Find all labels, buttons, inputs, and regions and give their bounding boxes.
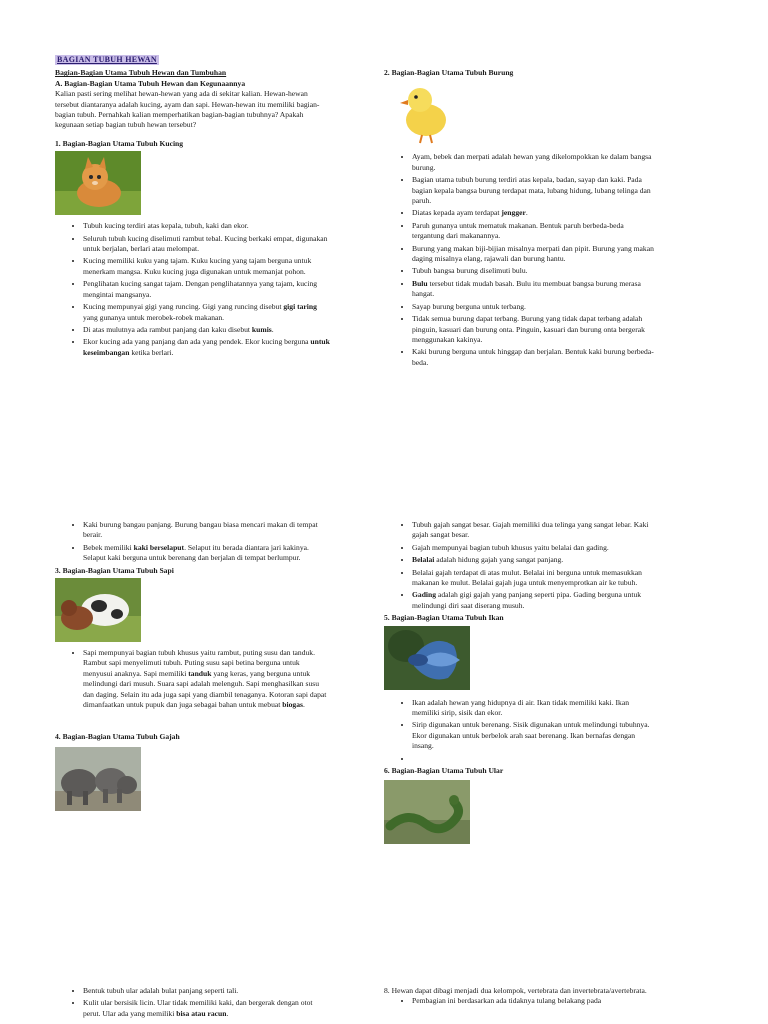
list-item: • Burung yang makan biji-bijian misalnya merpati dan pipit. Burung yang makan daging misalnya elang, rajawali dan burung hantu. — [412, 244, 656, 265]
list-item: • Tubuh kucing terdiri atas kepala, tubuh, kaki dan ekor. — [83, 221, 330, 231]
cow-photo — [55, 578, 141, 642]
list-item: • Kaki burung bangau panjang. Burung bangau biasa mencari makan di tempat berair. — [83, 520, 330, 541]
list-item: • Paruh gunanya untuk mematuk makanan. Bentuk paruh berbeda-beda tergantung dari makanannya. — [412, 221, 656, 242]
betta-fish-photo — [384, 626, 470, 690]
gajah-heading: 4. Bagian-Bagian Utama Tubuh Gajah — [55, 732, 180, 742]
list-item: • Sapi mempunyai bagian tubuh khusus yaitu rambut, puting susu dan tanduk. Rambut sapi menyelimuti tubuh. Puting susu sapi betina berguna untuk menyusui anaknya. Sapi memiliki tanduk yang keras, yang berguna untuk melindungi dari musuh. Suara sapi adalah melenguh. Sapi menghasilkan susu dan daging. Selain itu ada juga sapi yang diambil tenaganya. Kotoran sapi dapat dimanfaatkan untuk pupuk dan juga sebagai bahan untuk mebuat biogas. — [83, 648, 330, 710]
list-item: • Diatas kepada ayam terdapat jengger. — [412, 208, 656, 218]
list-item: • Sirip digunakan untuk berenang. Sisik digunakan untuk melindungi tubuhnya. Ekor digunakan untuk berbelok arah saat berenang. Ikan bernafas dengan insang. — [412, 720, 656, 751]
left-column-next — [55, 986, 330, 1021]
ular-list — [55, 986, 330, 1019]
kitten-photo — [55, 151, 141, 215]
list-item: • Ikan adalah hewan yang hidupnya di air. Ikan tidak memiliki kaki. Ikan memiliki sirip, sisik dan ekor. — [412, 698, 656, 719]
list-item: • Kucing memiliki kuku yang tajam. Kuku kucing yang tajam berguna untuk menerkam mangsa. Kuku kucing juga digunakan untuk memanjat pohon. — [83, 256, 330, 277]
page-title: BAGIAN TUBUH HEWAN — [57, 55, 157, 64]
list-item: • Seluruh tubuh kucing diselimuti rambut tebal. Kucing berkaki empat, digunakan untuk berjalan, berlari atau melompat. — [83, 234, 330, 255]
kucing-heading: 1. Bagian-Bagian Utama Tubuh Kucing — [55, 138, 184, 148]
point-8-text: 8. Hewan dapat dibagi menjadi dua kelompok, vertebrata dan invertebrata/avertebrata. — [384, 986, 647, 995]
list-item: • Ekor kucing ada yang panjang dan ada yang pendek. Ekor kucing berguna untuk keseimbangan ketika berlari. — [83, 337, 330, 358]
list-item: • Bagian utama tubuh burung terdiri atas kepala, badan, sayap dan kaki. Pada bagian kepala bangsa burung terdapat mata, lubang hidung, lubang telinga dan paruh. — [412, 175, 656, 206]
sapi-heading: 3. Bagian-Bagian Utama Tubuh Sapi — [55, 565, 174, 575]
left-column-bottom — [55, 520, 330, 811]
list-item: • Ayam, bebek dan merpati adalah hewan yang dikelompokkan ke dalam bangsa burung. — [412, 152, 656, 173]
sapi-list — [55, 648, 330, 710]
list-item: • Sayap burung berguna untuk terbang. — [412, 302, 656, 312]
point-8-sublist — [384, 996, 656, 1006]
right-column-top — [384, 68, 656, 370]
left-column-top — [55, 55, 330, 360]
section-a-heading: A. Bagian-Bagian Utama Tubuh Hewan dan Kegunaannya — [55, 78, 246, 88]
intro-paragraph: Kalian pasti sering melihat hewan-hewan yang ada di sekitar kalian. Hewan-hewan tersebut diantaranya adalah kucing, ayam dan sapi. Hewan-hewan itu memiliki bagian-bagian tubuh. Pernahkah kalian memperhatikan bagian-bagian tubuhnya? Apakah kegunaan setiap bagian tubuh hewan tersebut? — [55, 89, 320, 130]
list-item: • Kucing mempunyai gigi yang runcing. Gigi yang runcing disebut gigi taring yang gunanya untuk merobek-robek makanan. — [83, 302, 330, 323]
list-item: • Tidak semua burung dapat terbang. Burung yang tidak dapat terbang adalah pinguin, kasuari dan burung onta. Pinguin, kasuari dan burung onta bergerak menggunakan kakinya. — [412, 314, 656, 345]
ular-heading: 6. Bagian-Bagian Utama Tubuh Ular — [384, 765, 504, 775]
list-item: • Bentuk tubuh ular adalah bulat panjang seperti tali. — [83, 986, 330, 996]
burung-heading: 2. Bagian-Bagian Utama Tubuh Burung — [384, 68, 514, 77]
burung-list — [384, 152, 656, 368]
list-item: • Kaki burung berguna untuk hinggap dan berjalan. Bentuk kaki burung berbeda-beda. — [412, 347, 656, 368]
list-item: • Belalai gajah terdapat di atas mulut. Belalai ini berguna untuk memasukkan makanan ke mulut. Belalai gajah juga untuk menyemprotkan air ke tubuh. — [412, 568, 656, 589]
list-item: • Belalai adalah hidung gajah yang sangat panjang. — [412, 555, 656, 565]
burung-list-continued — [55, 520, 330, 564]
subtitle: Bagian-Bagian Utama Tubuh Hewan dan Tumbuhan — [55, 68, 227, 78]
list-item: • Gading adalah gigi gajah yang panjang seperti pipa. Gading berguna untuk melindungi diri saat diserang musuh. — [412, 590, 656, 611]
list-item: • Bebek memiliki kaki berselaput. Selaput itu berada diantara jari kakinya. Selaput kaki berguna untuk berenang dan berjalan di tempat berlumpur. — [83, 543, 330, 564]
elephants-photo — [55, 747, 141, 811]
snake-photo — [384, 780, 470, 844]
list-item: • Di atas mulutnya ada rambut panjang dan kaku disebut kumis. — [83, 325, 330, 335]
ikan-heading: 5. Bagian-Bagian Utama Tubuh Ikan — [384, 613, 504, 623]
chick-photo — [396, 80, 454, 144]
list-item — [412, 754, 656, 764]
gajah-list — [384, 520, 656, 611]
list-item: • Tubuh bangsa burung diselimuti bulu. — [412, 266, 656, 276]
list-item: • Tubuh gajah sangat besar. Gajah memiliki dua telinga yang sangat lebar. Kaki gajah sangat besar. — [412, 520, 656, 541]
list-item: • Pembagian ini berdasarkan ada tidaknya tulang belakang pada — [412, 996, 656, 1006]
list-item: • Gajah mempunyai bagian tubuh khusus yaitu belalai dan gading. — [412, 543, 656, 553]
kucing-list — [55, 221, 330, 358]
ikan-list — [384, 698, 656, 764]
list-item: • Penglihatan kucing sangat tajam. Dengan penglihatannya yang tajam, kucing mengintai mangsanya. — [83, 279, 330, 300]
list-item: • Kulit ular bersisik licin. Ular tidak memiliki kaki, dan bergerak dengan otot perut. Ular ada yang memiliki bisa atau racun. — [83, 998, 330, 1019]
right-column-bottom — [384, 520, 656, 844]
right-column-next — [384, 986, 656, 1009]
list-item: • Bulu tersebut tidak mudah basah. Bulu itu membuat bangsa burung merasa hangat. — [412, 279, 656, 300]
